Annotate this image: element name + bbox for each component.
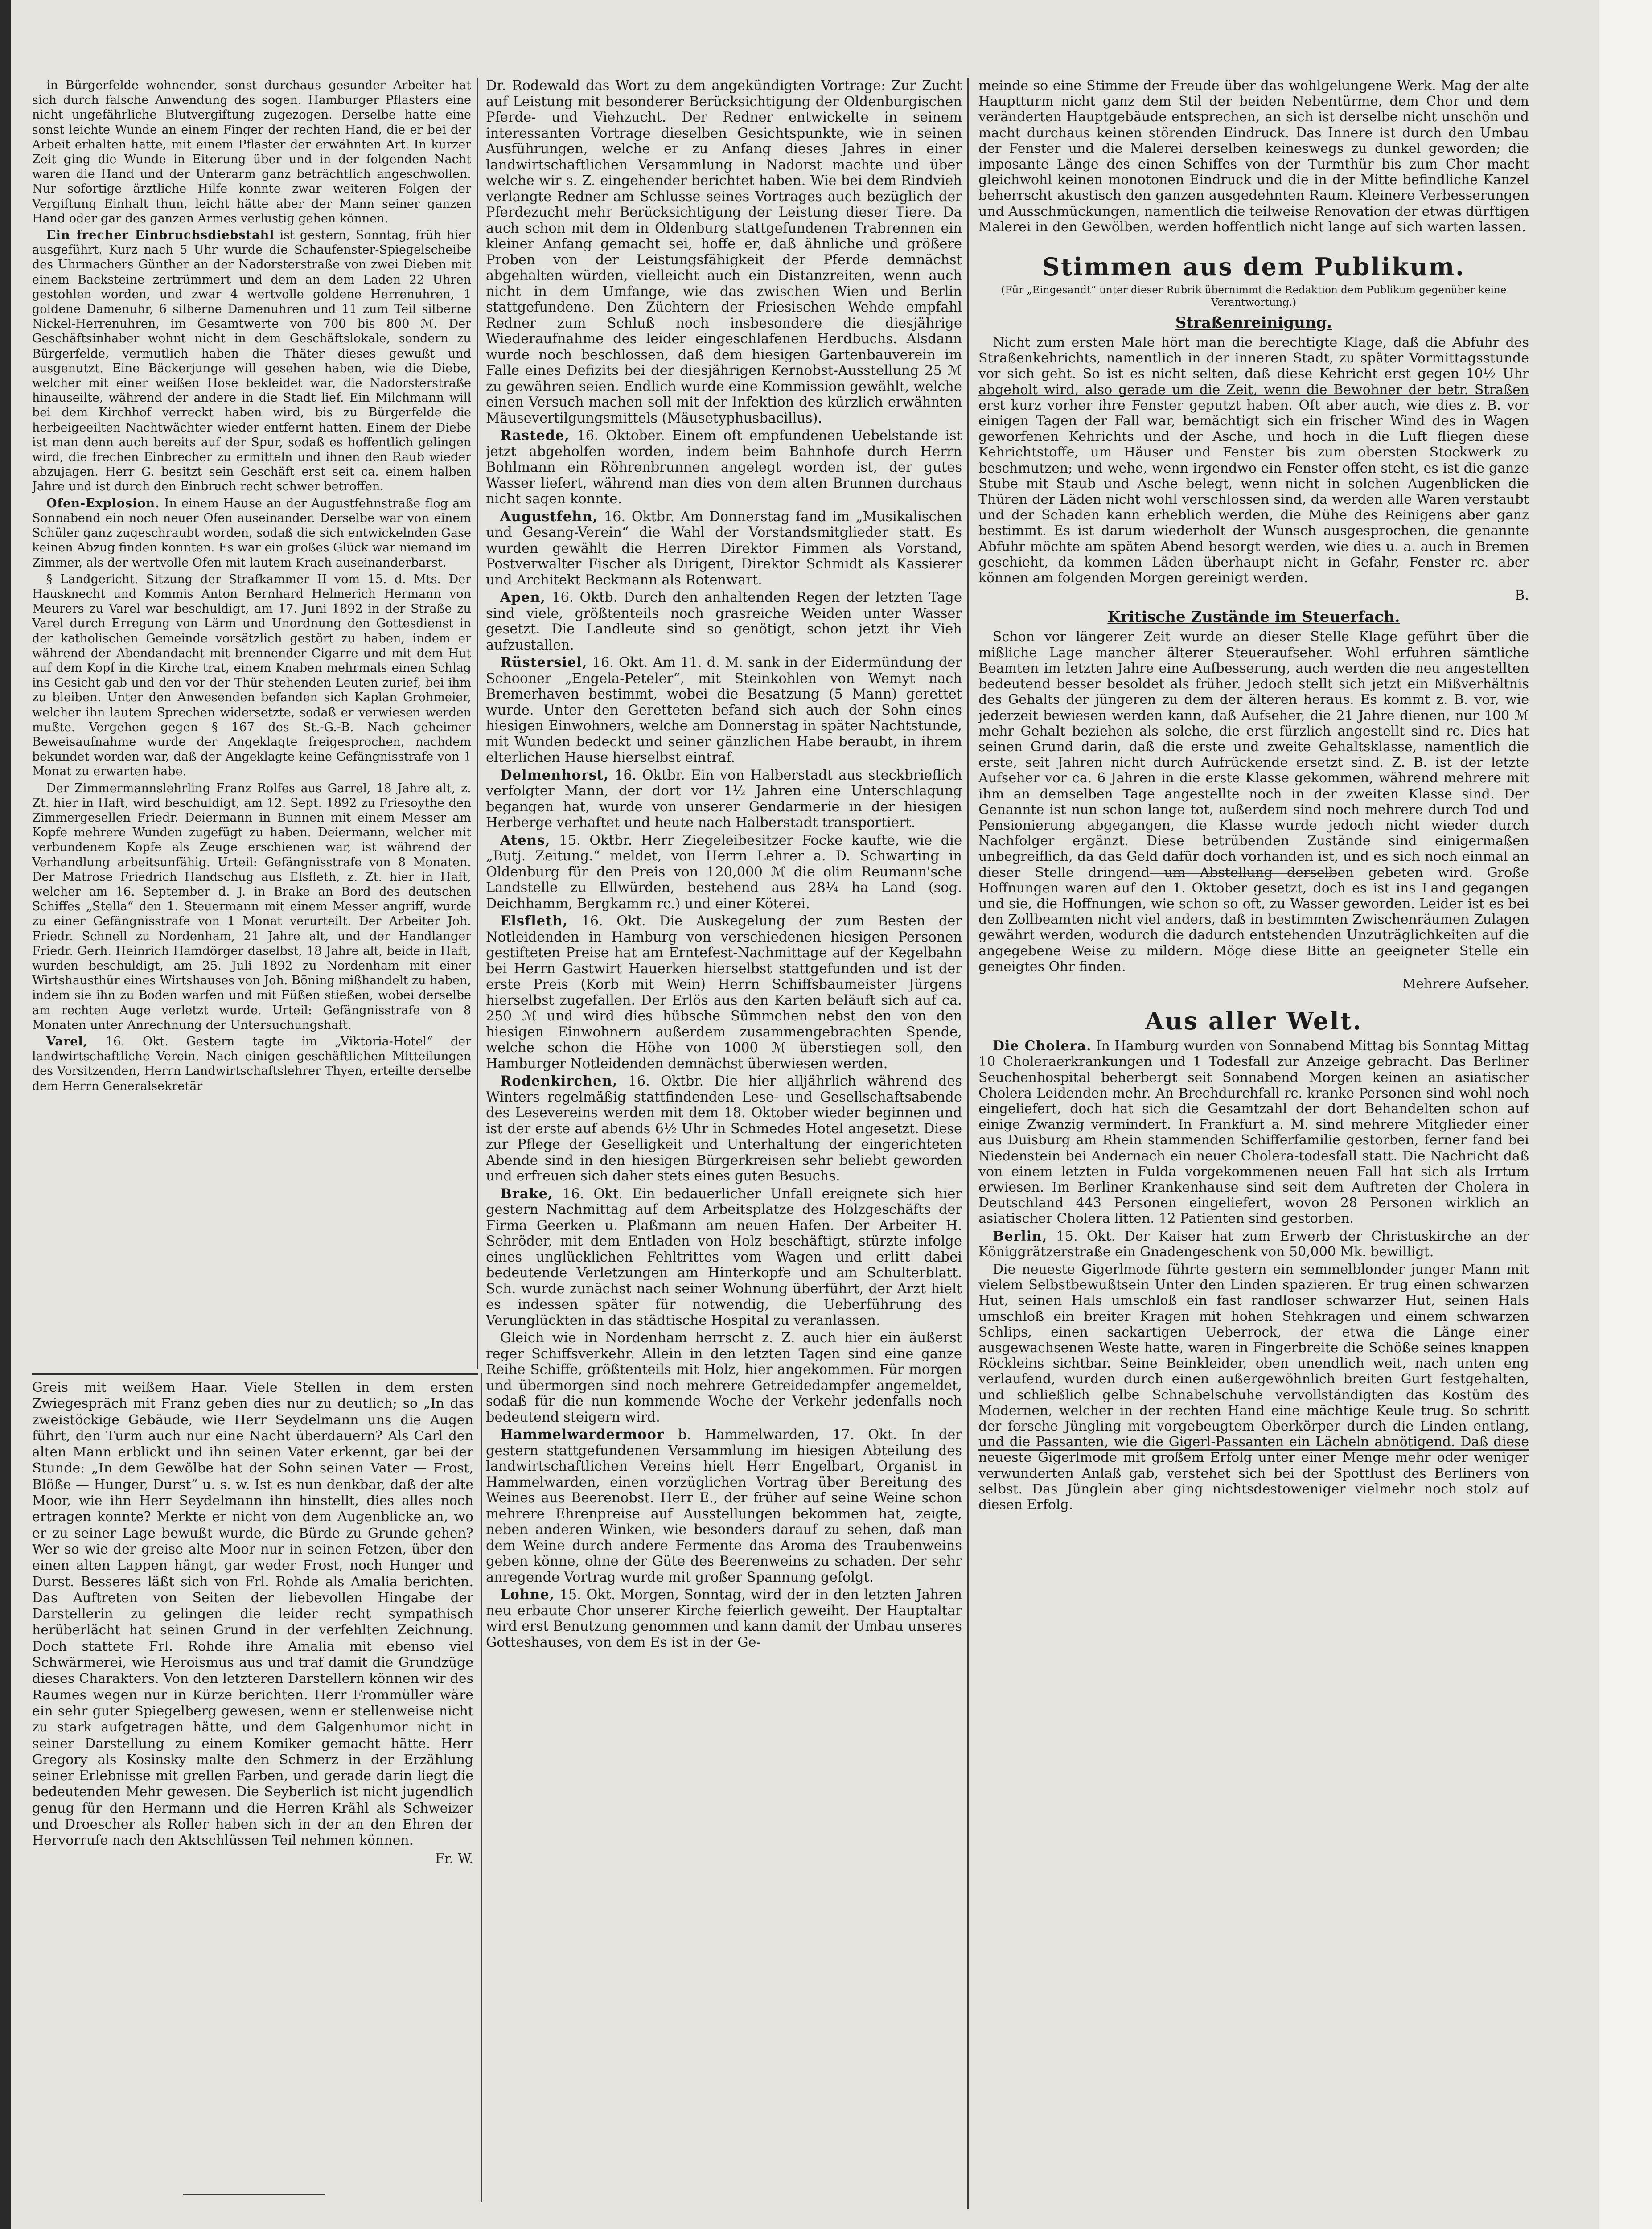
feuilleton-signature: Fr. W.: [435, 1851, 473, 1867]
article-rodenkirchen: Rodenkirchen, 16. Oktbr. Die hier alljährlich während des Winters regelmäßig stattfindenden Lese- und Gesellschaftsabende des Lesevereins werden mit dem 18. Oktober wieder beginnen und ist der erste auf abends 6½ Uhr in Schmedes Hotel angesetzt. Diese zur Pflege der Geselligkeit und Unterhaltung der eingerichteten Abende sind in den hiesigen Bürgerkreisen sehr beliebt geworden und erfreuen sich daher stets eines guten Besuchs.: [486, 1073, 962, 1184]
section-note-stimmen: (Für „Eingesandt“ unter dieser Rubrik übernimmt die Redaktion dem Publikum gegenüber keine Verantwortung.): [1001, 284, 1507, 309]
article-elsfleth: Elsfleth, 16. Okt. Die Auskegelung der zum Besten der Notleidenden in Hamburg von verschiedenen hiesigen Personen gestifteten Preise hat am Erntefest-Nachmittage auf der Kegelbahn bei Herrn Gastwirt Hauerken hierselbst stattgefunden und ist der erste Preis (Korb mit Wein) Herrn Schiffsbaumeister Jürgens hierselbst zugefallen. Der Erlös aus den Karten beläuft sich auf ca. 250 ℳ und wird dies hübsche Sümmchen nebst den von den hiesigen Einwohnern außerdem zusammengebrachten Spende, welche schon die Höhe von 1000 ℳ überstiegen soll, den Hamburger Notleidenden demnächst überwiesen werden.: [486, 913, 962, 1072]
article-heading: Delmenhorst,: [500, 767, 609, 783]
article-heading: Apen,: [500, 589, 546, 605]
column-2: [486, 78, 962, 2229]
article-atens: Atens, 15. Oktbr. Herr Ziegeleibesitzer Focke kaufte, wie die „Butj. Zeitung.“ meldet, von Herrn Lehrer a. D. Schwarting in Oldenburg für den Preis von 120,000 ℳ die olim Reumann'sche Landstelle zu Ellwürden, bestehend aus 28¼ ha Land (sog. Deichhamm, Bergkamm rc.) und einer Köterei.: [486, 832, 962, 912]
article-rodewald: Dr. Rodewald das Wort zu dem angekündigten Vortrage: Zur Zucht auf Leistung mit besonderer Berücksichtigung der Oldenburgischen Pferde- und Viehzucht. Der Redner entwickelte in seinem interessanten Vortrage dieselben Gesichtspunkte, wie in seinen Ausführungen, welche er zu Anfang dieses Jahres in einer landwirtschaftlichen Versammlung in Nadorst machte und über welche wir s. Z. eingehender berichtet haben. Wie bei dem Rindvieh verlangte Redner am Schlusse seines Vortrages auch bezüglich der Pferdezucht mehr Berücksichtigung der Leistung dieser Tiere. Da auch schon mit dem in Oldenburg stattgefundenen Trabrennen ein kleiner Anfang gemacht sei, hoffe er, daß ähnliche und größere Proben von der Leistungsfähigkeit der Pferde demnächst abgehalten würden, vielleicht auch ein Distanzreiten, wenn auch nicht in dem Umfange, wie das zwischen Wien und Berlin stattgefundene. Den Züchtern der Friesischen Wehde empfahl Redner zum Schluß noch insbesondere die diesjährige Wiederaufnahme des leider eingeschlafenen Herdbuchs. Alsdann wurde noch beschlossen, daß dem hiesigen Gartenbauverein im Falle eines Defizits bei der diesjährigen Kernobst-Ausstellung 25 ℳ zu gewähren seien. Endlich wurde eine Kommission gewählt, welche einen Versuch machen soll mit der Infektion des kürzlich erwähnten Mäusevertilgungsmittels (Mäusetyphusbacillus).: [486, 78, 962, 426]
article-heading: Atens,: [500, 832, 551, 848]
page-margin: [1599, 0, 1652, 2229]
article-heading: Ofen-Explosion.: [46, 496, 160, 510]
article-heading: Rodenkirchen,: [500, 1073, 618, 1089]
article-augustfehn: Augustfehn, 16. Oktbr. Am Donnerstag fand im „Musikalischen und Gesang-Verein“ die Wahl der Vorstandsmitglieder statt. Es wurden gewählt die Herren Direktor Fimmen als Vorstand, Postverwalter Fischer als Dirigent, Direktor Schmidt als Kassierer und Architekt Beckmann als Rotenwart.: [486, 508, 962, 588]
article-heading: Hammelwardermoor: [500, 1427, 665, 1443]
section-title-stimmen: Stimmen aus dem Publikum.: [1042, 252, 1465, 281]
article-pflaster: in Bürgerfelde wohnender, sonst durchaus gesunder Arbeiter hat sich durch falsche Anwendung des sogen. Hamburger Pflasters eine nicht ungefährliche Blutvergiftung zugezogen. Derselbe hatte eine sonst leichte Wunde an einem Finger der rechten Hand, die er bei der Arbeit erhalten hatte, mit einem Pflaster der erwähnten Art. In kurzer Zeit ging die Wunde in Eiterung über und in der folgenden Nacht waren die Hand und der Unterarm ganz beträchtlich angeschwollen. Nur sofortige ärztliche Hilfe konnte zwar weiteren Folgen der Vergiftung Einhalt thun, leicht hätte aber der Mann seiner ganzen Hand oder gar des ganzen Armes verlustig gehen können.: [32, 78, 471, 226]
article-heading: Brake,: [500, 1185, 553, 1202]
article-landgericht-2: Der Zimmermannslehrling Franz Rolfes aus Garrel, 18 Jahre alt, z. Zt. hier in Haft, wird beschuldigt, am 12. Sept. 1892 zu Friesoythe den Zimmergesellen Friedr. Deiermann in Bunnen mit einem Messer am Kopfe mehrere Wunden zugefügt zu haben. Deiermann, welcher mit verbundenem Kopfe als Zeuge erschienen war, ist während der Verhandlung arbeitsunfähig. Urteil: Gefängnisstrafe von 8 Monaten. Der Matrose Friedrich Handschug aus Elsfleth, z. Zt. hier in Haft, welcher am 16. September d. J. in Brake an Bord des deutschen Schiffes „Stella“ den 1. Steuermann mit einem Messer angriff, wurde zu einer Gefängnisstrafe von 1 Monat verurteilt. Der Arbeiter Joh. Friedr. Schnell zu Nordenham, 21 Jahre alt, und der Handlanger Friedr. Gerh. Heinrich Hamdörger daselbst, 18 Jahre alt, beide in Haft, wurden beschuldigt, am 25. Juli 1892 zu Nordenham mit einer Wirtshausthür eines Wirtshauses von Joh. Böning mißhandelt zu haben, indem sie ihn zu Boden warfen und mit Füßen stießen, wobei derselbe am rechten Auge verletzt wurde. Urteil: Gefängnisstrafe von 8 Monaten unter Anrechnung der Untersuchungshaft.: [32, 781, 471, 1032]
article-berlin: Berlin, 15. Okt. Der Kaiser hat zum Erwerb der Christuskirche an der Königgrätzerstraße ein Gnadengeschenk von 50,000 Mk. bewilligt.: [978, 1228, 1529, 1260]
column-rule-2: [481, 1373, 482, 2202]
binding-fold: [0, 0, 11, 2229]
article-gigerl: Die neueste Gigerlmode führte gestern ein semmelblonder junger Mann mit vielem Selbstbewußtsein Unter den Linden spazieren. Er trug einen schwarzen Hut, seinen Hals umschloß ein fast randloser schwarzer Hut, seinen Hals umschloß ein breiter Kragen mit hohen Stehkragen und einem schwarzen Schlips, einen sackartigen Ueberrock, der etwa die Länge einer ausgewachsenen Weste hatte, waren in Fingerbreite die Schöße seines knappen Röckleins sichtbar. Seine Beinkleider, oben unendlich weit, nach unten eng verlaufend, wurden durch einen außergewöhnlich breiten Gurt festgehalten, und schließlich gelbe Schnabelschuhe vervollständigten das Kostüm des Modernen, welcher in der rechten Hand eine mächtige Keule trug. So schritt der forsche Jüngling mit vorgebeugtem Oberkörper durch die Linden entlang, und die Passanten, wie die Gigerl-Passanten ein Lächeln abnötigend. Daß diese neueste Gigerlmode mit großem Erfolg unter einer Menge mehr oder weniger verwunderten Anlaß gab, verstehet sich bei der Spottlust des Berliners von selbst. Das Jünglein aber ging nichtsdestoweniger vielmehr noch stolz auf diesen Erfolg.: [978, 1262, 1529, 1513]
article-heading: Augustfehn,: [500, 508, 598, 525]
article-strassen: Nicht zum ersten Male hört man die berechtigte Klage, daß die Abfuhr des Straßenkehrichts, namentlich in der inneren Stadt, zu später Vormittagsstunde vor sich geht. So ist es nicht selten, daß diese Kehricht erst gegen 10½ Uhr abgeholt wird, also gerade um die Zeit, wenn die Bewohner der betr. Straßen erst kurz vorher ihre Fenster geputzt haben. Oft aber auch, wie dies z. B. vor einigen Tagen der Fall war, bemächtigt sich ein frischer Wind des in Wagen geworfenen Kehrichts und der Asche, und hoch in die Luft fliegen diese Kehrichtstoffe, um Häuser und Fenster bis zum obersten Stockwerk zu beschmutzen; und wehe, wenn irgendwo ein Fenster offen steht, es ist die ganze Stube mit Staub und Asche belegt, wenn nicht in solchen Augenblicken die Thüren der Läden nicht wohl verschlossen sind, da werden alle Waren verstaubt und der Schaden kann erheblich werden, die Mühe des Reinigens aber ganz bestimmt. Es ist darum wiederholt der Wunsch ausgesprochen, die genannte Abfuhr möchte am späten Abend besorgt werden, wie dies u. a. auch in Bremen geschieht, da kommen Läden überhaupt nicht in Gefahr, Fenster rc. aber können am folgenden Morgen gereinigt werden.: [978, 335, 1529, 586]
column-rule-3: [967, 78, 969, 2209]
article-rastede: Rastede, 16. Oktober. Einem oft empfundenen Uebelstande ist jetzt abgeholfen worden, indem beim Bahnhofe durch Herrn Bohlmann ein Röhrenbrunnen angelegt worden ist, der gutes Wasser liefert, während man dies von dem alten Brunnen durchaus nicht sagen konnte.: [486, 428, 962, 507]
article-lohne-cont: meinde so eine Stimme der Freude über das wohlgelungene Werk. Mag der alte Hauptturm nicht ganz dem Stil der beiden Nebentürme, dem Chor und dem veränderten Hauptgebäude entsprechen, an sich ist derselbe nicht unschön und macht durchaus keinen störenden Eindruck. Das Innere ist durch den Umbau der Fenster und die Malerei derselben keineswegs zu dunkel geworden; die imposante Länge des einen Schiffes von der Turmthür bis zum Chor macht gleichwohl keinen monotonen Eindruck und die in der Mitte befindliche Kanzel beherrscht akustisch den ganzen ausgedehnten Raum. Kleinere Verbesserungen und Ausschmückungen, namentlich die teilweise Renovation der etwas dürftigen Malerei in den Gewölben, werden hoffentlich nicht lange auf sich warten lassen.: [978, 78, 1529, 235]
column-1: [32, 78, 471, 1369]
article-brake-2: Gleich wie in Nordenham herrscht z. Z. auch hier ein äußerst reger Schiffsverkehr. Allein in den letzten Tagen sind eine ganze Reihe Schiffe, größtenteils mit Holz, hier angekommen. Für morgen und übermorgen sind noch mehrere Getreidedampfer angemeldet, sodaß für die nun kommende Woche der Verkehr jedenfalls noch bedeutend steigern wird.: [486, 1330, 962, 1425]
article-heading: Varel,: [46, 1035, 88, 1049]
article-landgericht: § Landgericht. Sitzung der Strafkammer II vom 15. d. Mts. Der Hausknecht und Kommis Anton Bernhard Helmerich Hermann von Meurers zu Varel war beschuldigt, am 17. Juni 1892 in der Straße zu Varel durch Erregung von Lärm und Unordnung den Gottesdienst in der katholischen Gemeinde vorsätzlich gestört zu haben, indem er während der Abendandacht mit brennender Cigarre und mit dem Hut auf dem Kopf in die Kirche trat, einem Knaben mehrmals einen Schlag ins Gesicht gab und den vor der Thür stehenden Leuten zurief, bei ihm zu bleiben. Unter den Anwesenden befanden sich Kaplan Grohmeier, welcher ihn lautem Sprechen widersetzte, sodaß er verwiesen werden mußte. Vergehen gegen § 167 des St.-G.-B. Nach geheimer Beweisaufnahme wurde der Angeklagte freigesprochen, nachdem bekundet worden war, daß der Angeklagte keine Gefängnisstrafe von 1 Monat zu erwarten habe.: [32, 572, 471, 779]
article-delmenhorst: Delmenhorst, 16. Oktbr. Ein von Halberstadt aus steckbrieflich verfolgter Mann, der dort vor 1½ Jahren eine Unterschlagung begangen hat, wurde von unserer Gendarmerie in der hiesigen Herberge verhaftet und heute nach Halberstadt transportiert.: [486, 767, 962, 831]
feuilleton-rule-top: [32, 1373, 478, 1375]
article-heading: Ein frecher Einbruchsdiebstahl: [46, 228, 275, 243]
article-cholera: Die Cholera. In Hamburg wurden von Sonnabend Mittag bis Sonntag Mittag 10 Choleraerkrankungen und 1 Todesfall zur Anzeige gebracht. Das Berliner Seuchenhospital beherbergt seit Sonnabend Morgen keinen an asiatischer Cholera Leidenden mehr. An Brechdurchfall rc. kranke Personen sind wohl noch eingeliefert, doch hat sich die Gesamtzahl der dort Behandelten schon auf einige Zwanzig vermindert. In Frankfurt a. M. sind mehrere Mitglieder einer aus Duisburg am Rhein stammenden Schifferfamilie gestorben, ferner fand bei Niedenstein bei Andernach ein neuer Cholera-todesfall statt. Die Nachricht daß von einem letzten in Fulda vorgekommenen neuen Fall hat sich als Irrtum erwiesen. Im Berliner Krankenhause sind seit dem Auftreten der Cholera in Deutschland 443 Personen eingeliefert, wovon 28 Personen wirklich an asiatischer Cholera litten. 12 Patienten sind gestorben.: [978, 1038, 1529, 1227]
article-heading: Elsfleth,: [500, 913, 568, 929]
article-varel: Varel, 16. Okt. Gestern tagte im „Viktoria-Hotel“ der landwirtschaftliche Verein. Nach einigen geschäftlichen Mitteilungen des Vorsitzenden, Herrn Landwirtschaftslehrer Thyen, erteilte derselbe dem Herrn Generalsekretär: [32, 1035, 471, 1093]
feuilleton-rule-bottom: [183, 2194, 325, 2195]
article-heading: Rüstersiel,: [500, 654, 588, 670]
feuilleton-column: [32, 1380, 473, 2191]
article-apen: Apen, 16. Oktb. Durch den anhaltenden Regen der letzten Tage sind viele, größtenteils noch grasreiche Weiden unter Wasser gesetzt. Die Landleute sind so genötigt, schon jetzt ihr Vieh aufzustallen.: [486, 589, 962, 653]
article-heading: Berlin,: [993, 1228, 1048, 1244]
column-3: [978, 78, 1529, 2229]
article-ofen: Ofen-Explosion. In einem Hause an der Augustfehnstraße flog am Sonnabend ein noch neuer Ofen auseinander. Derselbe war von einem Schüler ganz zugeschraubt worden, sodaß die sich entwickelnden Gase keinen Abzug finden konnten. Es war ein großes Glück war niemand im Zimmer, als der wertvolle Ofen mit lautem Krach auseinanderbarst.: [32, 496, 471, 570]
article-einbruch: Ein frecher Einbruchsdiebstahl ist gestern, Sonntag, früh hier ausgeführt. Kurz nach 5 Uhr wurde die Schaufenster-Spiegelscheibe des Uhrmachers Günther an der Nadorsterstraße von zwei Dieben mit einem Backsteine zertrümmert und dem an dem Laden 22 Uhren gestohlen worden, und zwar 4 wertvolle goldene Herrenuhren, 1 goldene Damenuhr, 6 silberne Damenuhren und 11 zum Teil silberne Nickel-Herrenuhren, im Gesamtwerte von 700 bis 800 ℳ. Der Geschäftsinhaber wohnt nicht in dem Geschäftslokale, sondern zu Bürgerfelde, vermutlich haben die Thäter dieses gewußt und ausgenutzt. Eine Bäckerjunge will gesehen haben, wie die Diebe, welcher mit einer weißen Hose bekleidet war, die Nadorsterstraße hinauseilte, während der andere in die Stadt lief. Ein Milchmann will bei dem Kirchhof verreckt haben wird, bis zu Bürgerfelde die herbeigeeilten Nachtwächter wieder entfernt hatten. Einem der Diebe ist man denn auch bereits auf der Spur, sodaß es hoffentlich gelingen wird, die frechen Einbrecher zu ermitteln und ihnen den Raub wieder abzujagen. Herr G. besitzt sein Geschäft erst seit ca. einem halben Jahre und ist durch den Einbruch recht schwer betroffen.: [32, 228, 471, 494]
article-ruestersiel: Rüstersiel, 16. Okt. Am 11. d. M. sank in der Eidermündung der Schooner „Engela-Peteler“, mit Steinkohlen von Wemyt nach Bremerhaven bestimmt, wobei die Besatzung (5 Mann) gerettet wurde. Unter den Geretteten befand sich auch der Sohn eines hiesigen Einwohners, welche am Donnerstag in später Nachtstunde, mit Wunden bedeckt und seiner gänzlichen Habe beraubt, in ihrem elterlichen Hause hierselbst eintraf.: [486, 654, 962, 765]
article-strassen-signature: B.: [1515, 588, 1529, 604]
article-heading: Die Cholera.: [993, 1038, 1092, 1054]
article-kritische-signature: Mehrere Aufseher.: [1402, 976, 1529, 992]
sub-head-kritische: Kritische Zustände im Steuerfach.: [1107, 608, 1400, 626]
column-rule-1: [477, 78, 478, 1369]
article-lohne: Lohne, 15. Okt. Morgen, Sonntag, wird der in den letzten Jahren neu erbaute Chor unserer Kirche feierlich geweiht. Der Hauptaltar wird erst Benutzung genommen und kann damit der Umbau unseres Gotteshauses, von dem Es ist in der Ge-: [486, 1587, 962, 1650]
article-hammelwardermoor: Hammelwardermoor b. Hammelwarden, 17. Okt. In der gestern stattgefundenen Versammlung im hiesigen Abteilung des landwirtschaftlichen Vereins hielt Herr Engelbart, Organist in Hammelwarden, einen vorzüglichen Vortrag über Bereitung des Weines aus Beerenobst. Herr E., der früher auf seine Weine schon mehrere Ehrenpreise auf Ausstellungen bekommen hat, zeigte, neben anderen Winken, wie besonders darauf zu sehen, daß man dem Weine durch andere Fermente das Aroma des Traubenweins geben könne, ohne der Güte des Beerenweins zu schaden. Der sehr anregende Vortrag wurde mit großer Spannung gefolgt.: [486, 1427, 962, 1585]
sub-head-strassen: Straßenreinigung.: [1175, 314, 1332, 332]
article-heading: Rastede,: [500, 428, 570, 444]
feuilleton-text: Greis mit weißem Haar. Viele Stellen in dem ersten Zwiegespräch mit Franz geben dies nur zu deutlich; so „In das zweistöckige Gebäude, wie Herr Seydelmann uns die Augen führt, den Turm auch nur eine Nacht überdauern? Als Carl den alten Mann erblickt und ihn seinen Vater erkennt, gar bei der Stunde: „In dem Gewölbe hat der Sohn seinen Vater — Frost, Blöße — Hunger, Durst“ u. s. w. Ist es nun denkbar, daß der alte Moor, wie ihn Herr Seydelmann ihn hinstellt, dies alles noch ertragen konnte? Merkte er nicht von dem Augenblicke an, wo er zu seiner Lage bewußt wurde, die Bürde zu Grunde gehen? Wer so wie der greise alte Moor nur in seinen Fetzen, über den einen alten Lappen hängt, gar weder Frost, noch Hunger und Durst. Besseres läßt sich von Frl. Rohde als Amalia berichten. Das Auftreten von Seiten der liebevollen Hingabe der Darstellerin zu gelingen die leider recht sympathisch herüberlächt hat seinen Grund in der verfehlten Zeichnung. Doch stattete Frl. Rohde ihre Amalia mit ebenso viel Schwärmerei, wie Heroismus aus und traf damit die Grundzüge dieses Charakters. Von den letzteren Darstellern können wir des Raumes wegen nur in Kürze berichten. Herr Frommüller wäre ein sehr guter Spiegelberg gewesen, wenn er stellenweise nicht zu stark aufgetragen hätte, und dem Galgenhumor nicht in seiner Darstellung zu einem Komiker gemacht hätte. Herr Gregory als Kosinsky malte den Schmerz in der Erzählung seiner Erlebnisse mit grellen Farben, und gerade darin liegt die bedeutenden Mehr gewesen. Die Seyberlich ist nicht jugendlich genug für den Hermann und die Herren Krähl als Schweizer und Droescher als Roller haben sich in der an den Ehren der Hervorrufe nach den Aktschlüssen Teil nehmen können.: [32, 1380, 473, 1849]
article-heading: Lohne,: [500, 1587, 555, 1603]
article-kritische: Schon vor längerer Zeit wurde an dieser Stelle Klage geführt über die mißliche Lage mancher älterer Steueraufseher. Wohl erfuhren sämtliche Beamten im letzten Jahre eine Aufbesserung, auch werden die neu angestellten bedeutend besser besoldet als früher. Jedoch stellt sich jetzt ein Mißverhältnis des Gehalts der jüngeren zu dem der älteren heraus. Es kommt z. B. vor, wie jederzeit bewiesen werden kann, daß Aufseher, die 21 Jahre dienen, nur 100 ℳ mehr Gehalt beziehen als solche, die erst fürzlich angestellt sind rc. Dies hat seinen Grund darin, daß die erste und zweite Gehaltsklasse, namentlich die erste, seit Jahren nicht durch Aufrückende ersetzt sind. Z. B. ist der letzte Aufseher vor ca. 6 Jahren in die erste Klasse gekommen, während mehrere mit ihm an demselben Tage angestellte noch in der zweiten Klasse sind. Der Genannte ist nun schon lange tot, außerdem sind noch mehrere durch Tod und Pensionierung abgegangen, die Klasse wurde jedoch nicht wieder durch Nachfolger ergänzt. Diese betrübenden Zustände sind einigermaßen unbegreiflich, da das Geld dafür doch vorhanden ist, und es sich noch einmal an dieser Stelle dringend um Abstellung derselben gebeten wird. Große Hoffnungen waren auf den 1. Oktober gesetzt, doch es ist ins Land gegangen und sie, die Hoffnungen, wie schon so oft, zu Wasser geworden. Leider ist es bei den Zollbeamten nicht viel anders, daß in bestimmten Zwischenräumen Zulagen gewährt werden, wodurch die dadurch entstehenden Unzuträglichkeiten auf die angegebene Weise zu mildern. Möge diese Bitte an geeigneter Stelle ein geneigtes Ohr finden.: [978, 629, 1529, 975]
article-brake: Brake, 16. Okt. Ein bedauerlicher Unfall ereignete sich hier gestern Nachmittag auf dem Arbeitsplatze des Holzgeschäfts der Firma Geerken u. Plaßmann am neuen Hafen. Der Arbeiter H. Schröder, mit dem Entladen von Holz beschäftigt, stürzte infolge eines unglücklichen Fehltrittes vom Wagen und erlitt dabei bedeutende Verletzungen am Hinterkopfe und am Schulterblatt. Sch. wurde zunächst nach seiner Wohnung überführt, der Arzt hielt es indessen später für notwendig, die Ueberführung des Verunglückten in das städtische Hospital zu veranlassen.: [486, 1185, 962, 1328]
section-title-aus-aller-welt: Aus aller Welt.: [1145, 1007, 1363, 1036]
